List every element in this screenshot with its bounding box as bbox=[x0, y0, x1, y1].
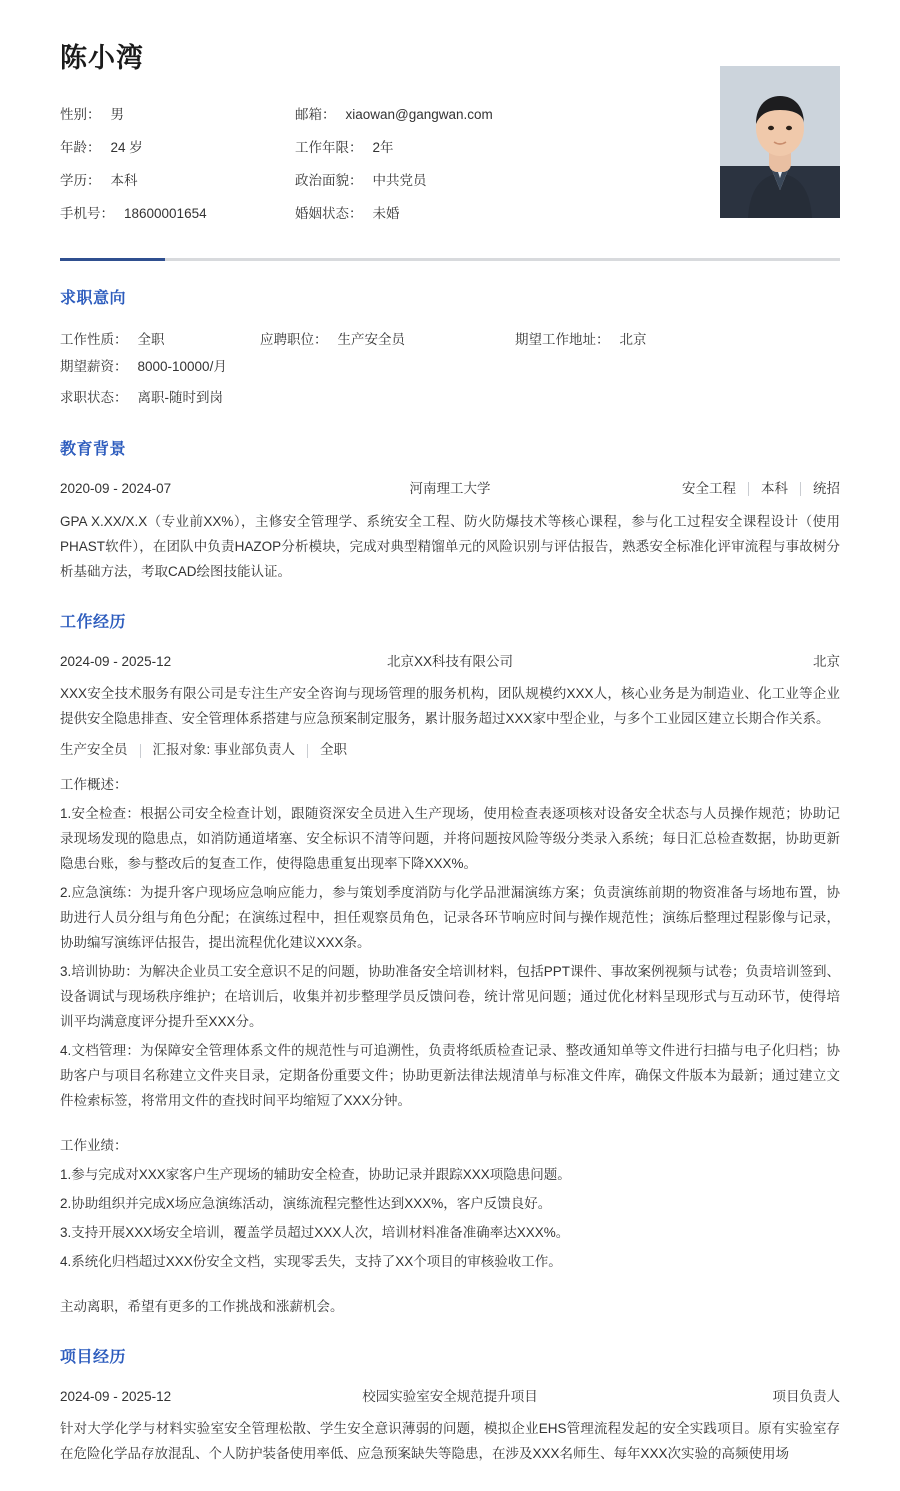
work-company: 北京XX科技有限公司 bbox=[386, 653, 513, 669]
education-entry-head bbox=[60, 479, 840, 500]
education-tags bbox=[540, 479, 840, 500]
field-job-type-value: 全职 bbox=[137, 332, 165, 348]
work-overview-item: 1.安全检查：根据公司安全检查计划，跟随资深安全员进入生产现场，使用检查表逐项核对设备安全状态与人员操作规范；协助记录现场发现的隐患点，如消防通道堵塞、安全标识不清等问题，并将问题按风险等级分类录入系统；每日汇总检查数据，协助更新隐患台账，参与整改后的复查工作，使得隐患重复出现率下降XXX%。 bbox=[60, 806, 840, 872]
project-entry-head bbox=[60, 1387, 840, 1408]
spacer bbox=[60, 1279, 840, 1291]
section-title-job-intent: 求职意向 bbox=[60, 289, 127, 307]
work-achievement-item: 2.协助组织并完成X场应急演练活动，演练流程完整性达到XXX%，客户反馈良好。 bbox=[60, 1195, 552, 1211]
section-title-work: 工作经历 bbox=[60, 613, 127, 631]
work-role-tags bbox=[60, 740, 840, 761]
field-gender bbox=[60, 102, 295, 129]
field-job-status-label: 求职状态： bbox=[60, 390, 128, 406]
field-job-type bbox=[60, 327, 260, 354]
field-position-label: 应聘职位： bbox=[260, 332, 328, 348]
work-location bbox=[540, 652, 840, 673]
education-admission: 统招 bbox=[813, 480, 840, 496]
work-role-title: 生产安全员 bbox=[60, 742, 128, 758]
work-achievement-title: 工作业绩： bbox=[60, 1137, 128, 1153]
field-location-value: 北京 bbox=[619, 332, 647, 348]
work-overview-title: 工作概述： bbox=[60, 777, 128, 793]
field-degree bbox=[60, 168, 295, 195]
page-title: 陈小湾 bbox=[60, 43, 144, 73]
section-project-experience bbox=[60, 1346, 840, 1468]
section-title-education: 教育背景 bbox=[60, 441, 127, 459]
field-age bbox=[60, 135, 295, 162]
project-name: 校园实验室安全规范提升项目 bbox=[362, 1388, 538, 1404]
field-job-status bbox=[60, 385, 260, 412]
education-major: 安全工程 bbox=[682, 480, 736, 496]
spacer bbox=[60, 1118, 840, 1130]
work-overview-item: 2.应急演练：为提升客户现场应急响应能力，参与策划季度消防与化学品泄漏演练方案；负责演练前期的物资准备与场地布置，协助进行人员分组与角色分配；在演练过程中，担任观察员角色，记录各环节响应时间与操作规范性；演练后整理过程影像与记录，协助编写演练评估报告，提出流程优化建议XXX条。 bbox=[60, 885, 840, 951]
job-intent-row-1 bbox=[60, 327, 840, 381]
field-email bbox=[295, 102, 620, 129]
basic-info-grid bbox=[60, 102, 620, 228]
section-job-intent bbox=[60, 287, 840, 413]
field-experience bbox=[295, 135, 620, 162]
field-political bbox=[295, 168, 620, 195]
field-gender-value: 男 bbox=[110, 106, 124, 122]
field-salary bbox=[60, 354, 227, 381]
field-political-value: 中共党员 bbox=[372, 172, 427, 188]
field-marital bbox=[295, 201, 620, 228]
field-phone-value: 18600001654 bbox=[124, 205, 207, 221]
project-role bbox=[540, 1387, 840, 1408]
work-overview-item: 4.文档管理：为保障安全管理体系文件的规范性与可追溯性，负责将纸质检查记录、整改通知单等文件进行扫描与电子化归档；协助客户与项目名称建立文件夹目录，定期备份重要文件；协助更新法律法规清单与标准文件库，确保文件版本为最新；通过建立文件检索标签，将常用文件的查找时间平均缩短了XXX分钟。 bbox=[60, 1042, 840, 1108]
education-school: 河南理工大学 bbox=[409, 480, 491, 496]
education-date: 2020-09 - 2024-07 bbox=[60, 480, 172, 496]
field-degree-value: 本科 bbox=[110, 172, 138, 188]
work-location-value: 北京 bbox=[813, 653, 840, 669]
work-company-description: XXX安全技术服务有限公司是专注生产安全咨询与现场管理的服务机构，团队规模约XXX人，核心业务是为制造业、化工业等企业提供安全隐患排查、安全管理体系搭建与应急预案制定服务，累计服务超过XXX家中型企业，与多个工业园区建立长期合作关系。 bbox=[60, 686, 840, 727]
section-title-project: 项目经历 bbox=[60, 1348, 127, 1366]
project-role-value: 项目负责人 bbox=[772, 1388, 840, 1404]
field-job-type-label: 工作性质： bbox=[60, 332, 128, 348]
section-education bbox=[60, 438, 840, 585]
field-position-value: 生产安全员 bbox=[337, 332, 405, 348]
work-achievement-item: 3.支持开展XXX场安全培训，覆盖学员超过XXX人次，培训材料准备准确率达XXX%。 bbox=[60, 1224, 570, 1240]
field-age-value: 24 岁 bbox=[110, 139, 143, 155]
field-experience-label: 工作年限： bbox=[295, 139, 363, 155]
field-salary-value: 8000-10000/月 bbox=[137, 359, 227, 375]
field-position bbox=[260, 327, 515, 354]
work-date: 2024-09 - 2025-12 bbox=[60, 653, 172, 669]
resume-header bbox=[60, 38, 840, 228]
field-salary-label: 期望薪资： bbox=[60, 359, 128, 375]
job-intent-row-2 bbox=[60, 385, 840, 412]
work-achievement-item: 1.参与完成对XXX家客户生产现场的辅助安全检查，协助记录并跟踪XXX项隐患问题。 bbox=[60, 1166, 571, 1182]
work-report-to: 汇报对象: 事业部负责人 bbox=[152, 742, 296, 758]
field-job-status-value: 离职-随时到岗 bbox=[137, 390, 223, 406]
field-political-label: 政治面貌： bbox=[295, 172, 363, 188]
project-description: 针对大学化学与材料实验室安全管理松散、学生安全意识薄弱的问题，模拟企业EHS管理流程发起的安全实践项目。原有实验室存在危险化学品存放混乱、个人防护装备使用率低、应急预案缺失等隐患，在涉及XXX名师生、每年XXX次实验的高频使用场 bbox=[60, 1421, 840, 1462]
work-overview-item: 3.培训协助：为解决企业员工安全意识不足的问题，协助准备安全培训材料，包括PPT课件、事故案例视频与试卷；负责培训签到、设备调试与现场秩序维护；在培训后，收集并初步整理学员反馈问卷，统计常见问题；通过优化材料呈现形式与互动环节，使得培训平均满意度评分提升至XXX分。 bbox=[60, 964, 841, 1030]
project-date: 2024-09 - 2025-12 bbox=[60, 1388, 172, 1404]
field-email-label: 邮箱： bbox=[295, 106, 336, 122]
work-achievement-item: 4.系统化归档超过XXX份安全文档，实现零丢失，支持了XX个项目的审核验收工作。 bbox=[60, 1253, 562, 1269]
field-location bbox=[515, 327, 740, 354]
education-degree: 本科 bbox=[761, 480, 788, 496]
field-location-label: 期望工作地址： bbox=[515, 332, 610, 348]
section-work-experience bbox=[60, 611, 840, 1320]
field-marital-label: 婚姻状态： bbox=[295, 205, 363, 221]
work-entry-head bbox=[60, 652, 840, 673]
field-phone-label: 手机号： bbox=[60, 205, 114, 221]
field-email-value: xiaowan@gangwan.com bbox=[345, 106, 493, 122]
field-phone bbox=[60, 201, 295, 228]
work-leave-reason: 主动离职，希望有更多的工作挑战和涨薪机会。 bbox=[60, 1298, 344, 1314]
field-marital-value: 未婚 bbox=[372, 205, 400, 221]
education-description: GPA X.XX/X.X（专业前XX%），主修安全管理学、系统安全工程、防火防爆技术等核心课程，参与化工过程安全课程设计（使用PHAST软件），在团队中负责HAZOP分析模块，完成对典型精馏单元的风险识别与评估报告，熟悉安全标准化评审流程与事故树分析基础方法，考取CAD绘图技能认证。 bbox=[60, 513, 840, 579]
divider-accent bbox=[60, 258, 165, 261]
field-degree-label: 学历： bbox=[60, 172, 101, 188]
work-employment-type: 全职 bbox=[320, 742, 348, 758]
field-age-label: 年龄： bbox=[60, 139, 101, 155]
field-experience-value: 2年 bbox=[372, 139, 394, 155]
avatar bbox=[720, 66, 840, 218]
header-divider bbox=[60, 258, 840, 261]
field-gender-label: 性别： bbox=[60, 106, 101, 122]
